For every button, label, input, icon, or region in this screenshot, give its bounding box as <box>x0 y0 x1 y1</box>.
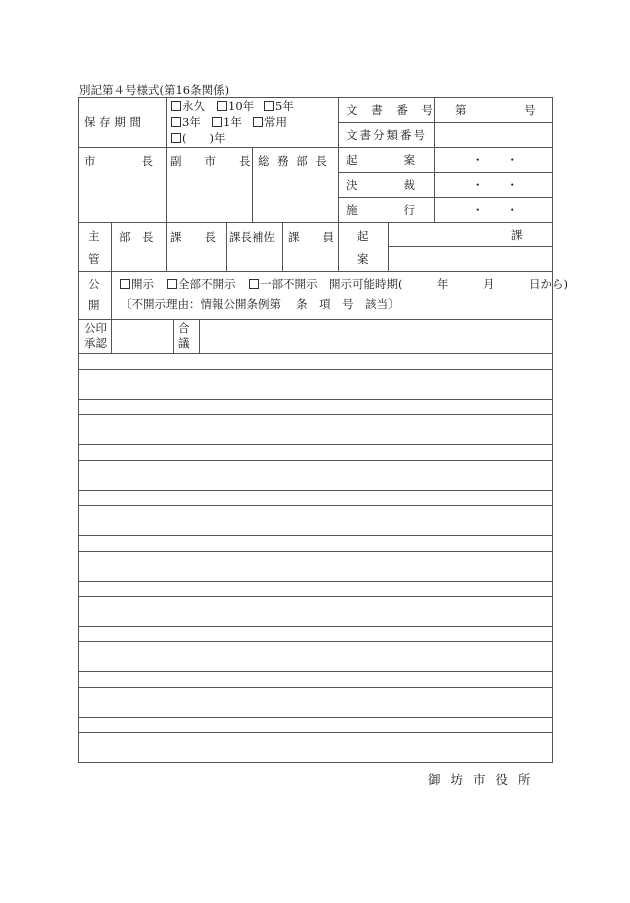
checkbox-icon <box>249 279 259 289</box>
retention-option-custom[interactable]: ( )年 <box>171 132 225 145</box>
retention-option-5y[interactable]: 5年 <box>264 100 294 113</box>
shukan-label-1: 主 <box>88 229 100 243</box>
shukan-label-2: 管 <box>88 252 100 266</box>
doc-number-go: 号 <box>524 103 536 117</box>
doc-number-label: 文 書 番 号 <box>346 103 438 117</box>
bucho-label: 部 長 <box>119 230 154 244</box>
kian-label-2: 案 <box>357 252 369 266</box>
seal-label-2: 承認 <box>84 336 107 350</box>
checkbox-icon <box>217 101 227 111</box>
consult-label-1: 合 <box>178 321 190 335</box>
retention-option-3y[interactable]: 3年 <box>171 116 201 129</box>
date-enforce-label: 施 行 <box>346 203 415 217</box>
checkbox-icon <box>171 117 181 127</box>
disclosure-option-partial-nondisclose[interactable]: 一部不開示 <box>249 278 318 291</box>
date-draft-label: 起 案 <box>346 153 415 167</box>
kain-label: 課 員 <box>288 230 334 244</box>
checkbox-icon <box>212 117 222 127</box>
general-affairs-label: 総 務 部 長 <box>258 154 329 168</box>
checkbox-icon <box>253 117 263 127</box>
mayor-label: 市 長 <box>84 154 153 168</box>
consult-label-2: 議 <box>178 336 190 350</box>
disclosure-label-1: 公 <box>88 277 100 291</box>
checkbox-icon <box>264 101 274 111</box>
retention-option-10y[interactable]: 10年 <box>217 100 254 113</box>
kacho-label: 課 長 <box>170 230 216 244</box>
disclosure-option-full-nondisclose[interactable]: 全部不開示 <box>167 278 236 291</box>
doc-class-label: 文書分類番号 <box>346 128 427 142</box>
kian-label-1: 起 <box>357 229 369 243</box>
retention-option-permanent[interactable]: 永久 <box>171 100 205 113</box>
disclosure-option-disclose[interactable]: 開示 <box>120 278 154 291</box>
kacho-hosa-label: 課長補佐 <box>229 230 275 244</box>
deputy-mayor-label: 副 市 長 <box>170 154 251 168</box>
retention-option-regular[interactable]: 常用 <box>253 116 287 129</box>
doc-class-field[interactable] <box>435 123 551 146</box>
retention-label: 保 存 期 間 <box>84 115 141 129</box>
date-draft-value[interactable]: ・ ・ <box>472 153 518 167</box>
seal-label-1: 公印 <box>84 321 107 335</box>
doc-number-dai: 第 <box>455 103 467 117</box>
disclosure-label-2: 開 <box>88 298 100 312</box>
retention-option-1y[interactable]: 1年 <box>212 116 242 129</box>
date-decision-label: 決 裁 <box>346 178 415 192</box>
footer-city-office: 御 坊 市 役 所 <box>428 772 534 787</box>
form-title: 別記第４号様式(第16条関係) <box>79 83 230 97</box>
checkbox-icon <box>120 279 130 289</box>
date-decision-value[interactable]: ・ ・ <box>472 178 518 192</box>
date-enforce-value[interactable]: ・ ・ <box>472 203 518 217</box>
disclosure-possible-date: 開示可能時期( 年 月 日から) <box>329 277 568 291</box>
nondisclosure-reason: 〔不開示理由：情報公開条例第 条 項 号 該当〕 <box>120 297 400 311</box>
ka-label: 課 <box>511 228 523 242</box>
checkbox-icon <box>171 101 181 111</box>
checkbox-icon <box>167 279 177 289</box>
checkbox-icon <box>171 133 181 143</box>
